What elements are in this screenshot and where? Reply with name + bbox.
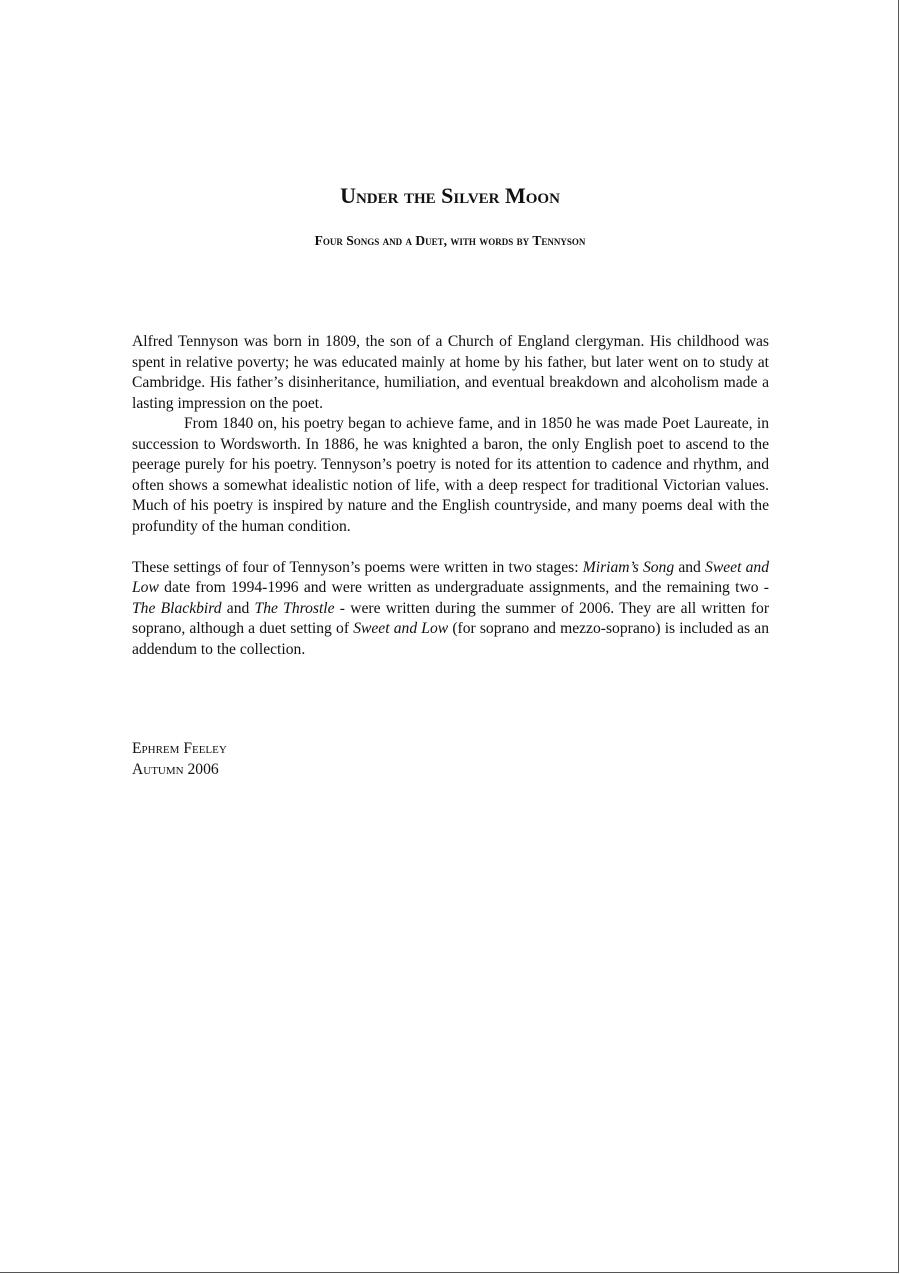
song-title: The Throstle (254, 599, 335, 617)
song-title: The Blackbird (132, 599, 222, 617)
settings-text: (for soprano and mezzo-soprano) is included as an addendum to the collection. (132, 620, 769, 658)
settings-text: and (674, 558, 706, 576)
song-title: Miriam’s Song (582, 558, 675, 576)
paragraph-career: From 1840 on, his poetry began to achieve fame, and in 1850 he was made Poet Laureate, in succession to Wordsworth. In 1886, he was knighted a baron, the only English poet to ascend to the peerage purely for his poetry. Tennyson’s poetry is noted for its attention to cadence and rhythm, and often shows a somewhat idealistic notion of life, with a deep respect for traditional Victorian values. Much of his poetry is inspired by nature and the English countryside, and many poems deal with the profundity of the human condition. (132, 415, 769, 535)
paragraph-biography: Alfred Tennyson was born in 1809, the son of a Church of England clergyman. His childhood was spent in relative poverty; he was educated mainly at home by his father, but later went on to study at Cambridge. His father’s disinheritance, humiliation, and eventual breakdown and alcoholism made a lasting impression on the poet. (132, 333, 769, 412)
signature-date: Autumn 2006 (132, 760, 219, 778)
song-title: Sweet and Low (132, 558, 769, 596)
settings-text: - were written during the summer of 2006. They are all written for soprano, although a duet setting of (132, 599, 770, 637)
settings-text: These settings of four of Tennyson’s poems were written in two stages: (132, 558, 583, 576)
paragraph-settings (132, 558, 769, 661)
song-title: Sweet and Low (353, 620, 449, 637)
settings-text: and (221, 599, 255, 617)
author-name: Ephrem Feeley (132, 740, 227, 757)
document-body (132, 332, 769, 660)
document-title: Under the Silver Moon (340, 183, 560, 208)
signature-block (132, 739, 227, 780)
settings-text: date from 1994-1996 and were written as undergraduate assignments, and the remaining two - (158, 579, 769, 596)
document-subtitle: Four Songs and a Duet, with words by Tennyson (314, 233, 586, 248)
